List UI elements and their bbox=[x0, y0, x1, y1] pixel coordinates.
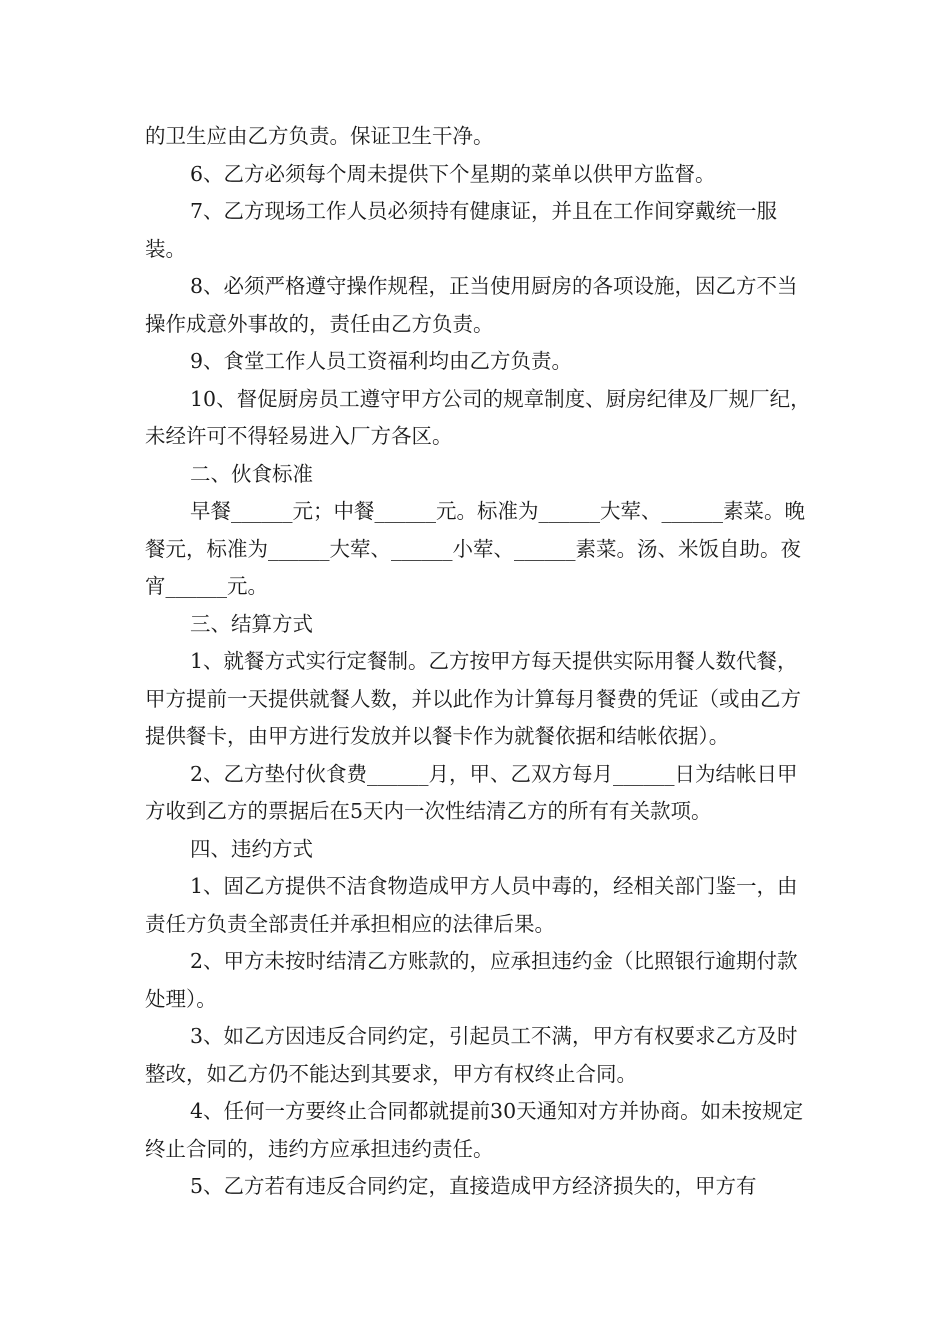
paragraph: 1、就餐方式实行定餐制。乙方按甲方每天提供实际用餐人数代餐，甲方提前一天提供就餐人数，并以此作为计算每月餐费的凭证（或由乙方提供餐卡，由甲方进行发放并以餐卡作为就餐依据和结帐依据）。 bbox=[145, 649, 801, 748]
paragraph: 7、乙方现场工作人员必须持有健康证，并且在工作间穿戴统一服装。 bbox=[145, 199, 778, 261]
paragraph: 3、如乙方因违反合同约定，引起员工不满，甲方有权要求乙方及时整改，如乙方仍不能达到其要求，甲方有权终止合同。 bbox=[145, 1024, 798, 1086]
paragraph: 4、任何一方要终止合同都就提前30天通知对方并协商。如未按规定终止合同的，违约方应承担违约责任。 bbox=[145, 1099, 804, 1161]
paragraph: 10、督促厨房员工遵守甲方公司的规章制度、厨房纪律及厂规厂纪，未经许可不得轻易进入厂方各区。 bbox=[145, 386, 811, 448]
paragraph: 9、食堂工作人员工资福利均由乙方负责。 bbox=[190, 349, 573, 373]
section-heading: 二、伙食标准 bbox=[190, 461, 313, 486]
section-heading: 四、违约方式 bbox=[190, 836, 313, 861]
paragraph: 5、乙方若有违反合同约定，直接造成甲方经济损失的，甲方有 bbox=[190, 1174, 757, 1198]
document-body bbox=[145, 118, 813, 1206]
paragraph: 早餐______元；中餐______元。标准为______大荤、______素菜。晚餐元，标准为______大荤、______小荤、______素菜。汤、米饭自助。夜宵______元。 bbox=[145, 499, 805, 598]
paragraph: 的卫生应由乙方负责。保证卫生干净。 bbox=[145, 124, 494, 148]
paragraph: 8、必须严格遵守操作规程，正当使用厨房的各项设施，因乙方不当操作成意外事故的，责任由乙方负责。 bbox=[145, 274, 798, 336]
section-heading: 三、结算方式 bbox=[190, 611, 313, 636]
paragraph: 2、甲方未按时结清乙方账款的，应承担违约金（比照银行逾期付款处理）。 bbox=[145, 949, 798, 1011]
paragraph: 6、乙方必须每个周未提供下个星期的菜单以供甲方监督。 bbox=[190, 161, 716, 186]
paragraph: 2、乙方垫付伙食费______月，甲、乙双方每月______日为结帐日甲方收到乙方的票据后在5天内一次性结清乙方的所有有关款项。 bbox=[145, 761, 798, 823]
paragraph: 1、固乙方提供不洁食物造成甲方人员中毒的，经相关部门鉴一，由责任方负责全部责任并承担相应的法律后果。 bbox=[145, 874, 798, 936]
